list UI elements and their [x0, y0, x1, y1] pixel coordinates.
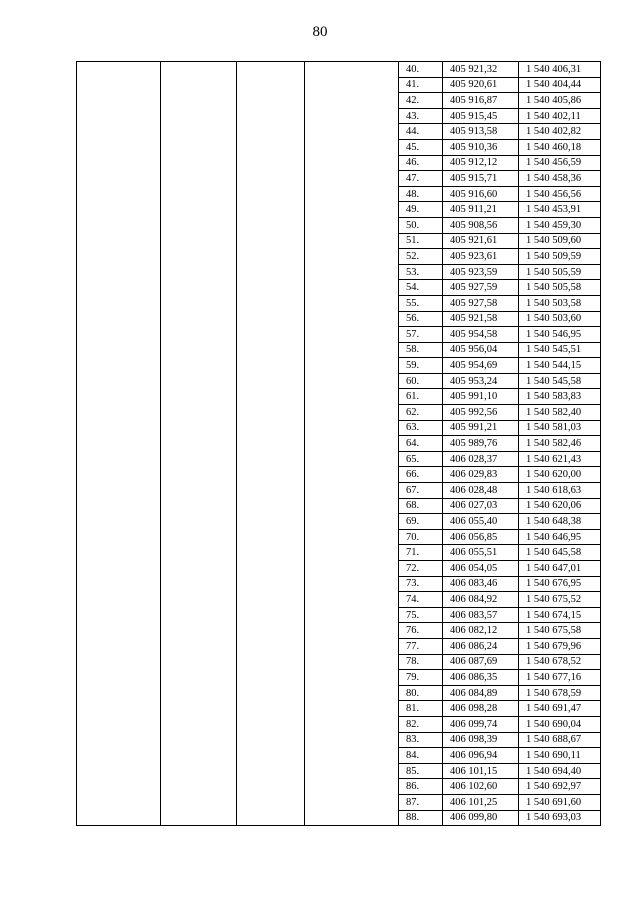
y-coordinate-cell: 1 540 678,59 [519, 685, 601, 701]
y-coordinate-cell: 1 540 406,31 [519, 62, 601, 78]
y-coordinate-cell: 1 540 402,11 [519, 108, 601, 124]
y-coordinate-cell: 1 540 679,96 [519, 638, 601, 654]
y-coordinate-cell: 1 540 459,30 [519, 217, 601, 233]
y-coordinate-cell: 1 540 545,58 [519, 373, 601, 389]
point-number-cell: 60. [399, 373, 443, 389]
x-coordinate-cell: 406 096,94 [443, 748, 519, 764]
point-number-cell: 87. [399, 794, 443, 810]
point-number-cell: 80. [399, 685, 443, 701]
x-coordinate-cell: 405 923,59 [443, 264, 519, 280]
point-number-cell: 44. [399, 124, 443, 140]
y-coordinate-cell: 1 540 581,03 [519, 420, 601, 436]
point-number-cell: 68. [399, 498, 443, 514]
x-coordinate-cell: 405 916,87 [443, 93, 519, 109]
y-coordinate-cell: 1 540 647,01 [519, 561, 601, 577]
y-coordinate-cell: 1 540 503,58 [519, 295, 601, 311]
point-number-cell: 85. [399, 763, 443, 779]
y-coordinate-cell: 1 540 505,59 [519, 264, 601, 280]
point-number-cell: 46. [399, 155, 443, 171]
point-number-cell: 67. [399, 483, 443, 499]
x-coordinate-cell: 405 920,61 [443, 77, 519, 93]
y-coordinate-cell: 1 540 690,04 [519, 716, 601, 732]
point-number-cell: 63. [399, 420, 443, 436]
x-coordinate-cell: 405 915,45 [443, 108, 519, 124]
y-coordinate-cell: 1 540 509,59 [519, 249, 601, 265]
x-coordinate-cell: 405 921,61 [443, 233, 519, 249]
point-number-cell: 84. [399, 748, 443, 764]
point-number-cell: 79. [399, 670, 443, 686]
point-number-cell: 71. [399, 545, 443, 561]
x-coordinate-cell: 405 915,71 [443, 171, 519, 187]
table-body [77, 62, 601, 826]
x-coordinate-cell: 406 083,57 [443, 607, 519, 623]
y-coordinate-cell: 1 540 621,43 [519, 451, 601, 467]
y-coordinate-cell: 1 540 544,15 [519, 358, 601, 374]
y-coordinate-cell: 1 540 456,59 [519, 155, 601, 171]
y-coordinate-cell: 1 540 693,03 [519, 810, 601, 826]
y-coordinate-cell: 1 540 692,97 [519, 779, 601, 795]
point-number-cell: 82. [399, 716, 443, 732]
x-coordinate-cell: 406 087,69 [443, 654, 519, 670]
x-coordinate-cell: 405 956,04 [443, 342, 519, 358]
point-number-cell: 74. [399, 592, 443, 608]
x-coordinate-cell: 406 098,39 [443, 732, 519, 748]
y-coordinate-cell: 1 540 645,58 [519, 545, 601, 561]
y-coordinate-cell: 1 540 676,95 [519, 576, 601, 592]
point-number-cell: 42. [399, 93, 443, 109]
empty-column-3 [237, 62, 305, 826]
x-coordinate-cell: 405 954,69 [443, 358, 519, 374]
y-coordinate-cell: 1 540 458,36 [519, 171, 601, 187]
point-number-cell: 57. [399, 327, 443, 343]
x-coordinate-cell: 405 953,24 [443, 373, 519, 389]
point-number-cell: 52. [399, 249, 443, 265]
point-number-cell: 40. [399, 62, 443, 78]
point-number-cell: 53. [399, 264, 443, 280]
empty-column-4 [305, 62, 399, 826]
y-coordinate-cell: 1 540 402,82 [519, 124, 601, 140]
empty-column-2 [161, 62, 237, 826]
point-number-cell: 47. [399, 171, 443, 187]
point-number-cell: 58. [399, 342, 443, 358]
y-coordinate-cell: 1 540 691,60 [519, 794, 601, 810]
x-coordinate-cell: 405 916,60 [443, 186, 519, 202]
x-coordinate-cell: 405 992,56 [443, 405, 519, 421]
y-coordinate-cell: 1 540 694,40 [519, 763, 601, 779]
x-coordinate-cell: 405 908,56 [443, 217, 519, 233]
point-number-cell: 83. [399, 732, 443, 748]
point-number-cell: 76. [399, 623, 443, 639]
y-coordinate-cell: 1 540 405,86 [519, 93, 601, 109]
point-number-cell: 70. [399, 529, 443, 545]
y-coordinate-cell: 1 540 674,15 [519, 607, 601, 623]
y-coordinate-cell: 1 540 505,58 [519, 280, 601, 296]
table-row [77, 62, 601, 78]
x-coordinate-cell: 406 055,40 [443, 514, 519, 530]
x-coordinate-cell: 406 084,89 [443, 685, 519, 701]
x-coordinate-cell: 405 989,76 [443, 436, 519, 452]
point-number-cell: 88. [399, 810, 443, 826]
y-coordinate-cell: 1 540 648,38 [519, 514, 601, 530]
x-coordinate-cell: 405 921,32 [443, 62, 519, 78]
x-coordinate-cell: 406 099,80 [443, 810, 519, 826]
point-number-cell: 59. [399, 358, 443, 374]
x-coordinate-cell: 406 027,03 [443, 498, 519, 514]
point-number-cell: 81. [399, 701, 443, 717]
coordinates-table [76, 61, 601, 826]
x-coordinate-cell: 406 083,46 [443, 576, 519, 592]
x-coordinate-cell: 406 086,35 [443, 670, 519, 686]
x-coordinate-cell: 406 054,05 [443, 561, 519, 577]
empty-column-1 [77, 62, 161, 826]
y-coordinate-cell: 1 540 675,52 [519, 592, 601, 608]
x-coordinate-cell: 406 028,37 [443, 451, 519, 467]
x-coordinate-cell: 405 927,58 [443, 295, 519, 311]
x-coordinate-cell: 406 082,12 [443, 623, 519, 639]
point-number-cell: 49. [399, 202, 443, 218]
y-coordinate-cell: 1 540 509,60 [519, 233, 601, 249]
y-coordinate-cell: 1 540 618,63 [519, 483, 601, 499]
y-coordinate-cell: 1 540 620,06 [519, 498, 601, 514]
x-coordinate-cell: 406 099,74 [443, 716, 519, 732]
x-coordinate-cell: 405 911,21 [443, 202, 519, 218]
y-coordinate-cell: 1 540 691,47 [519, 701, 601, 717]
point-number-cell: 78. [399, 654, 443, 670]
y-coordinate-cell: 1 540 620,00 [519, 467, 601, 483]
point-number-cell: 73. [399, 576, 443, 592]
point-number-cell: 41. [399, 77, 443, 93]
point-number-cell: 61. [399, 389, 443, 405]
x-coordinate-cell: 406 098,28 [443, 701, 519, 717]
y-coordinate-cell: 1 540 546,95 [519, 327, 601, 343]
y-coordinate-cell: 1 540 583,83 [519, 389, 601, 405]
point-number-cell: 64. [399, 436, 443, 452]
y-coordinate-cell: 1 540 456,56 [519, 186, 601, 202]
y-coordinate-cell: 1 540 503,60 [519, 311, 601, 327]
point-number-cell: 43. [399, 108, 443, 124]
point-number-cell: 54. [399, 280, 443, 296]
x-coordinate-cell: 406 102,60 [443, 779, 519, 795]
x-coordinate-cell: 406 084,92 [443, 592, 519, 608]
point-number-cell: 62. [399, 405, 443, 421]
point-number-cell: 45. [399, 139, 443, 155]
x-coordinate-cell: 405 991,21 [443, 420, 519, 436]
y-coordinate-cell: 1 540 545,51 [519, 342, 601, 358]
y-coordinate-cell: 1 540 675,58 [519, 623, 601, 639]
x-coordinate-cell: 405 913,58 [443, 124, 519, 140]
x-coordinate-cell: 405 923,61 [443, 249, 519, 265]
x-coordinate-cell: 406 055,51 [443, 545, 519, 561]
y-coordinate-cell: 1 540 678,52 [519, 654, 601, 670]
y-coordinate-cell: 1 540 677,16 [519, 670, 601, 686]
point-number-cell: 66. [399, 467, 443, 483]
y-coordinate-cell: 1 540 453,91 [519, 202, 601, 218]
point-number-cell: 75. [399, 607, 443, 623]
y-coordinate-cell: 1 540 646,95 [519, 529, 601, 545]
y-coordinate-cell: 1 540 460,18 [519, 139, 601, 155]
y-coordinate-cell: 1 540 582,46 [519, 436, 601, 452]
x-coordinate-cell: 405 921,58 [443, 311, 519, 327]
x-coordinate-cell: 406 029,83 [443, 467, 519, 483]
x-coordinate-cell: 405 912,12 [443, 155, 519, 171]
y-coordinate-cell: 1 540 690,11 [519, 748, 601, 764]
point-number-cell: 72. [399, 561, 443, 577]
point-number-cell: 50. [399, 217, 443, 233]
x-coordinate-cell: 406 086,24 [443, 638, 519, 654]
point-number-cell: 55. [399, 295, 443, 311]
x-coordinate-cell: 405 991,10 [443, 389, 519, 405]
x-coordinate-cell: 405 910,36 [443, 139, 519, 155]
point-number-cell: 69. [399, 514, 443, 530]
x-coordinate-cell: 406 101,25 [443, 794, 519, 810]
x-coordinate-cell: 406 028,48 [443, 483, 519, 499]
y-coordinate-cell: 1 540 688,67 [519, 732, 601, 748]
point-number-cell: 48. [399, 186, 443, 202]
y-coordinate-cell: 1 540 404,44 [519, 77, 601, 93]
point-number-cell: 77. [399, 638, 443, 654]
x-coordinate-cell: 405 954,58 [443, 327, 519, 343]
point-number-cell: 65. [399, 451, 443, 467]
y-coordinate-cell: 1 540 582,40 [519, 405, 601, 421]
point-number-cell: 51. [399, 233, 443, 249]
x-coordinate-cell: 406 101,15 [443, 763, 519, 779]
point-number-cell: 86. [399, 779, 443, 795]
page-number: 80 [312, 24, 328, 40]
point-number-cell: 56. [399, 311, 443, 327]
x-coordinate-cell: 406 056,85 [443, 529, 519, 545]
x-coordinate-cell: 405 927,59 [443, 280, 519, 296]
